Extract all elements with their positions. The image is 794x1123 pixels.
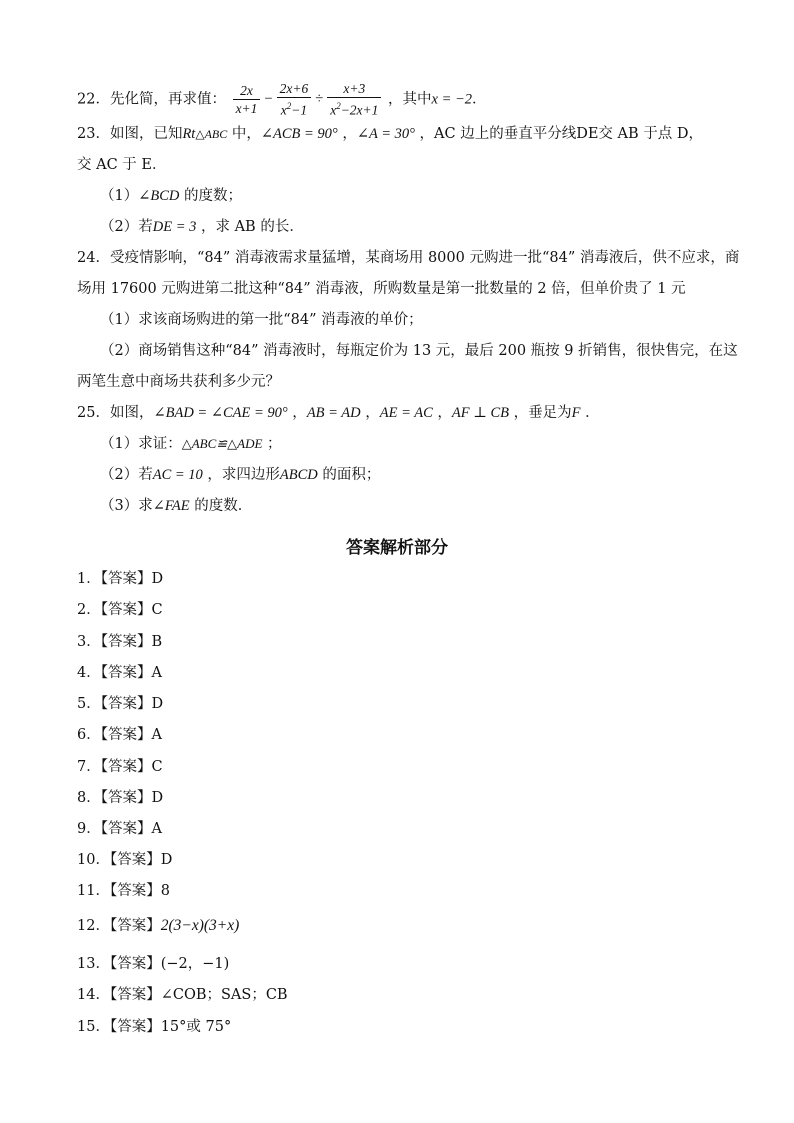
- answer-number: 1．: [77, 571, 101, 587]
- answer-value: D: [151, 790, 164, 806]
- math-expression: ABCD: [279, 467, 318, 483]
- fraction-3: [327, 80, 381, 119]
- operator: ÷: [315, 91, 324, 108]
- answer-value: A: [151, 727, 162, 743]
- answer-item: [77, 631, 162, 653]
- question-24-part-1: （1）求该商场购进的第一批“84” 消毒液的单价；: [100, 312, 423, 328]
- math-expression: ∠BCD: [138, 188, 180, 204]
- math-expression: ∠ACB = 90°: [260, 126, 338, 142]
- answer-item: [77, 787, 163, 809]
- answer-number: 3．: [77, 634, 101, 650]
- answer-label: 【答案】: [109, 987, 161, 1003]
- fraction-numerator: x+3: [327, 80, 381, 98]
- answer-number: 5．: [77, 696, 101, 712]
- answer-value: B: [151, 634, 163, 650]
- operator: −: [264, 91, 273, 108]
- answer-value: 15°或 75°: [160, 1019, 232, 1035]
- answer-label: 【答案】: [100, 821, 152, 837]
- answer-number: 11．: [77, 883, 110, 899]
- answer-item: [77, 984, 288, 1006]
- answer-number: 4．: [77, 665, 101, 681]
- section-title: 答案解析部分: [346, 538, 448, 558]
- answer-number: 12．: [77, 918, 110, 934]
- fraction-2: [277, 80, 312, 119]
- fraction-numerator: 2x+6: [277, 80, 312, 98]
- answer-label: 【答案】: [100, 759, 152, 775]
- answer-label: 【答案】: [109, 1019, 161, 1035]
- answer-value: ∠COB；SAS；CB: [160, 987, 288, 1003]
- answer-value: C: [151, 759, 163, 775]
- answer-item: [77, 568, 163, 590]
- question-22: 22．先化简，再求值： $\frac{2x}{x+1}$ − $\frac{2x+6}{x^2-1}$ ÷ $\frac{x+3}{x^2-2x+1}$ ，其中x = −2．: [77, 81, 487, 118]
- answer-number: 7．: [77, 759, 101, 775]
- answer-label: 【答案】: [100, 602, 152, 618]
- answer-label: 【答案】: [100, 634, 152, 650]
- answer-value: D: [160, 852, 173, 868]
- answer-number: 10．: [77, 852, 110, 868]
- fraction-denominator: $x^2-2x+1$: [330, 101, 379, 118]
- answer-label: 【答案】: [100, 727, 152, 743]
- answer-label: 【答案】: [100, 571, 152, 587]
- question-25-part-1: （1）求证：△ABC≌△ADE ；: [100, 436, 282, 452]
- math-expression: ∠BAD = ∠CAE = 90°: [153, 405, 288, 421]
- answer-item: [77, 818, 162, 840]
- answer-number: 6．: [77, 727, 101, 743]
- answer-value: D: [151, 571, 164, 587]
- answer-label: 【答案】: [109, 883, 161, 899]
- math-expression: △ABC: [195, 127, 228, 141]
- answer-label: 【答案】: [109, 956, 161, 972]
- answer-value: D: [151, 696, 164, 712]
- math-expression: ∠A = 30°: [356, 126, 415, 142]
- math-expression: DE = 3: [152, 219, 197, 235]
- answer-item: [77, 915, 239, 937]
- answer-item: [77, 953, 229, 975]
- answer-item: [77, 724, 162, 746]
- fraction-numerator: 2x: [233, 82, 261, 100]
- answer-label: 【答案】: [100, 696, 152, 712]
- fraction-denominator: x+1: [235, 100, 258, 116]
- answer-number: 14．: [77, 987, 110, 1003]
- question-23-line-1: 23．如图，已知Rt△ABC 中，∠ACB = 90° ，∠A = 30° ，AC 边上的垂直平分线DE交 AB 于点 D，: [77, 126, 703, 142]
- question-25-line-1: 25．如图，∠BAD = ∠CAE = 90° ，AB = AD ，AE = AC ，AF ⊥ CB ，垂足为F ．: [77, 405, 600, 421]
- math-expression: F: [571, 405, 581, 421]
- answer-number: 8．: [77, 790, 101, 806]
- answer-item: [77, 599, 163, 621]
- answer-item: [77, 880, 170, 902]
- question-25-part-3: （3）求∠FAE 的度数．: [100, 498, 253, 514]
- answer-item: [77, 662, 162, 684]
- answer-value: (−2，−1): [160, 956, 230, 972]
- question-23-line-2: 交 AC 于 E．: [77, 157, 167, 173]
- question-text: ，其中: [388, 91, 432, 108]
- math-expression: AF ⊥ CB: [451, 405, 510, 421]
- question-text: ．先化简，再求值：: [95, 91, 226, 108]
- answer-number: 13．: [77, 956, 110, 972]
- answer-number: 9．: [77, 821, 101, 837]
- answer-value: 2(3−x)(3+x): [160, 917, 240, 934]
- math-expression: AE = AC: [379, 405, 433, 421]
- math-expression: x = −2: [431, 91, 473, 108]
- answer-item: [77, 693, 163, 715]
- fraction-denominator: $x^2-1$: [280, 101, 308, 118]
- math-expression: AB = AD: [306, 405, 361, 421]
- answer-label: 【答案】: [109, 852, 161, 868]
- question-23-part-1: （1）∠BCD 的度数；: [100, 188, 242, 204]
- question-number: 22: [77, 91, 96, 108]
- answer-label: 【答案】: [100, 790, 152, 806]
- math-expression: Rt: [182, 126, 196, 142]
- answer-item: [77, 1016, 231, 1038]
- math-expression: AC = 10: [152, 467, 203, 483]
- question-24-part-2: （2）商场销售这种“84” 消毒液时，每瓶定价为 13 元，最后 200 瓶按 9 折销售，很快售完，在这: [100, 343, 738, 359]
- answer-value: A: [151, 821, 162, 837]
- math-expression: ∠FAE: [152, 498, 190, 514]
- answer-number: 15．: [77, 1019, 110, 1035]
- answer-value: A: [151, 665, 162, 681]
- math-expression: △ABC≌△ADE: [181, 436, 263, 451]
- question-24-line-3: 两笔生意中商场共获利多少元？: [77, 374, 280, 390]
- answer-label: 【答案】: [109, 918, 161, 934]
- answer-value: C: [151, 602, 163, 618]
- question-25-part-2: （2）若AC = 10 ，求四边形ABCD 的面积；: [100, 467, 381, 483]
- question-24-line-2: 场用 17600 元购进第二批这种“84” 消毒液，所购数量是第一批数量的 2 倍，但单价贵了 1 元: [77, 281, 686, 297]
- answer-item: [77, 756, 163, 778]
- question-23-part-2: （2）若DE = 3 ，求 AB 的长．: [100, 219, 304, 235]
- fraction-1: [233, 82, 261, 117]
- answer-value: 8: [160, 883, 170, 899]
- answer-item: [77, 849, 172, 871]
- answer-number: 2．: [77, 602, 101, 618]
- question-24-line-1: 24．受疫情影响，“84” 消毒液需求量猛增，某商场用 8000 元购进一批“84” 消毒液后，供不应求，商: [77, 250, 740, 266]
- answer-label: 【答案】: [100, 665, 152, 681]
